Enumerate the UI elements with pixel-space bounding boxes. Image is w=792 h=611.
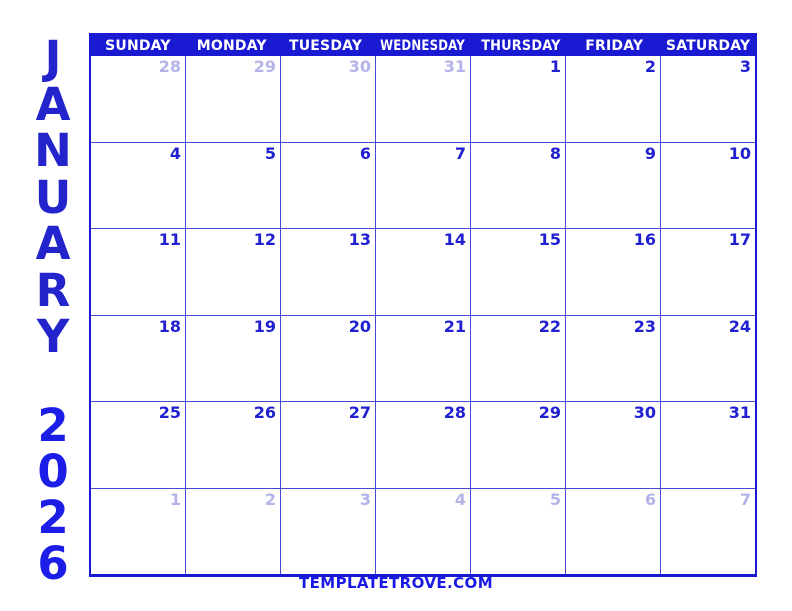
day-cell: 7: [660, 489, 755, 575]
week-row: [91, 142, 755, 229]
weekday-header-monday: MONDAY: [196, 37, 267, 54]
day-cell: 11: [158, 230, 181, 249]
footer: [0, 574, 792, 592]
day-cell: 2: [565, 56, 660, 142]
month-char: U: [34, 170, 72, 224]
month-char: J: [44, 31, 62, 84]
day-cell: 28: [158, 57, 181, 76]
calendar-body: [91, 56, 755, 574]
day-cell: 6: [565, 489, 660, 575]
week-row: [91, 228, 755, 315]
day-cell: 28: [375, 402, 470, 488]
day-cell: 4: [169, 143, 181, 163]
day-cell: 31: [660, 402, 755, 488]
day-cell: 25: [158, 403, 181, 422]
month-char: A: [35, 217, 71, 270]
day-cell: 29: [470, 402, 565, 488]
day-cell: 14: [375, 229, 470, 315]
day-cell: 30: [280, 56, 375, 142]
day-cell: 16: [565, 229, 660, 315]
day-cell: 4: [375, 489, 470, 575]
day-cell: 24: [660, 316, 755, 402]
day-cell: 3: [660, 56, 755, 142]
year-char: 2: [37, 398, 69, 452]
day-cell: 3: [280, 489, 375, 575]
weekday-header-thursday: THURSDAY: [480, 37, 561, 54]
week-row: [91, 315, 755, 402]
weekday-header-tuesday: TUESDAY: [288, 37, 363, 54]
day-cell: 27: [280, 402, 375, 488]
day-cell: 31: [375, 56, 470, 142]
month-char: N: [34, 124, 72, 177]
year-char: 6: [37, 536, 69, 590]
month-char: A: [35, 77, 71, 131]
weekday-header-friday: FRIDAY: [585, 37, 644, 54]
week-row: [91, 56, 755, 142]
year-char: 0: [37, 444, 69, 498]
day-cell: 23: [565, 316, 660, 402]
day-cell: 9: [565, 143, 660, 229]
day-cell: 29: [185, 56, 280, 142]
day-cell: 20: [280, 316, 375, 402]
month-char: Y: [36, 310, 70, 363]
day-cell: 12: [185, 229, 280, 315]
day-cell: 19: [185, 316, 280, 402]
day-cell: 13: [280, 229, 375, 315]
weekday-header-wednesday: WEDNESDAY: [380, 37, 466, 54]
day-cell: 21: [375, 316, 470, 402]
vertical-year-label: [28, 398, 78, 590]
day-cell: 1: [470, 56, 565, 142]
day-cell: 8: [470, 143, 565, 229]
day-cell: 18: [158, 316, 181, 336]
weekday-header-saturday: SATURDAY: [665, 37, 751, 54]
day-cell: 30: [565, 402, 660, 488]
week-row: [91, 488, 755, 575]
vertical-month-label: [28, 31, 78, 363]
day-cell: 17: [660, 229, 755, 315]
week-row: [91, 401, 755, 488]
day-cell: 6: [280, 143, 375, 229]
vertical-month-year: [28, 31, 78, 590]
weekday-header-row: [91, 35, 755, 56]
day-cell: 26: [185, 402, 280, 488]
day-cell: 5: [185, 143, 280, 229]
footer-site-label: TEMPLATETROVE.COM: [298, 574, 494, 592]
day-cell: 5: [470, 489, 565, 575]
day-cell: 15: [470, 229, 565, 315]
day-cell: 2: [185, 489, 280, 575]
day-cell: 22: [470, 316, 565, 402]
day-cell: 7: [375, 143, 470, 229]
calendar-grid: [89, 33, 757, 577]
weekday-header-sunday: SUNDAY: [105, 37, 171, 54]
day-cell: 10: [660, 143, 755, 229]
year-char: 2: [37, 490, 69, 544]
day-cell: 1: [169, 489, 181, 509]
month-char: R: [35, 263, 71, 317]
